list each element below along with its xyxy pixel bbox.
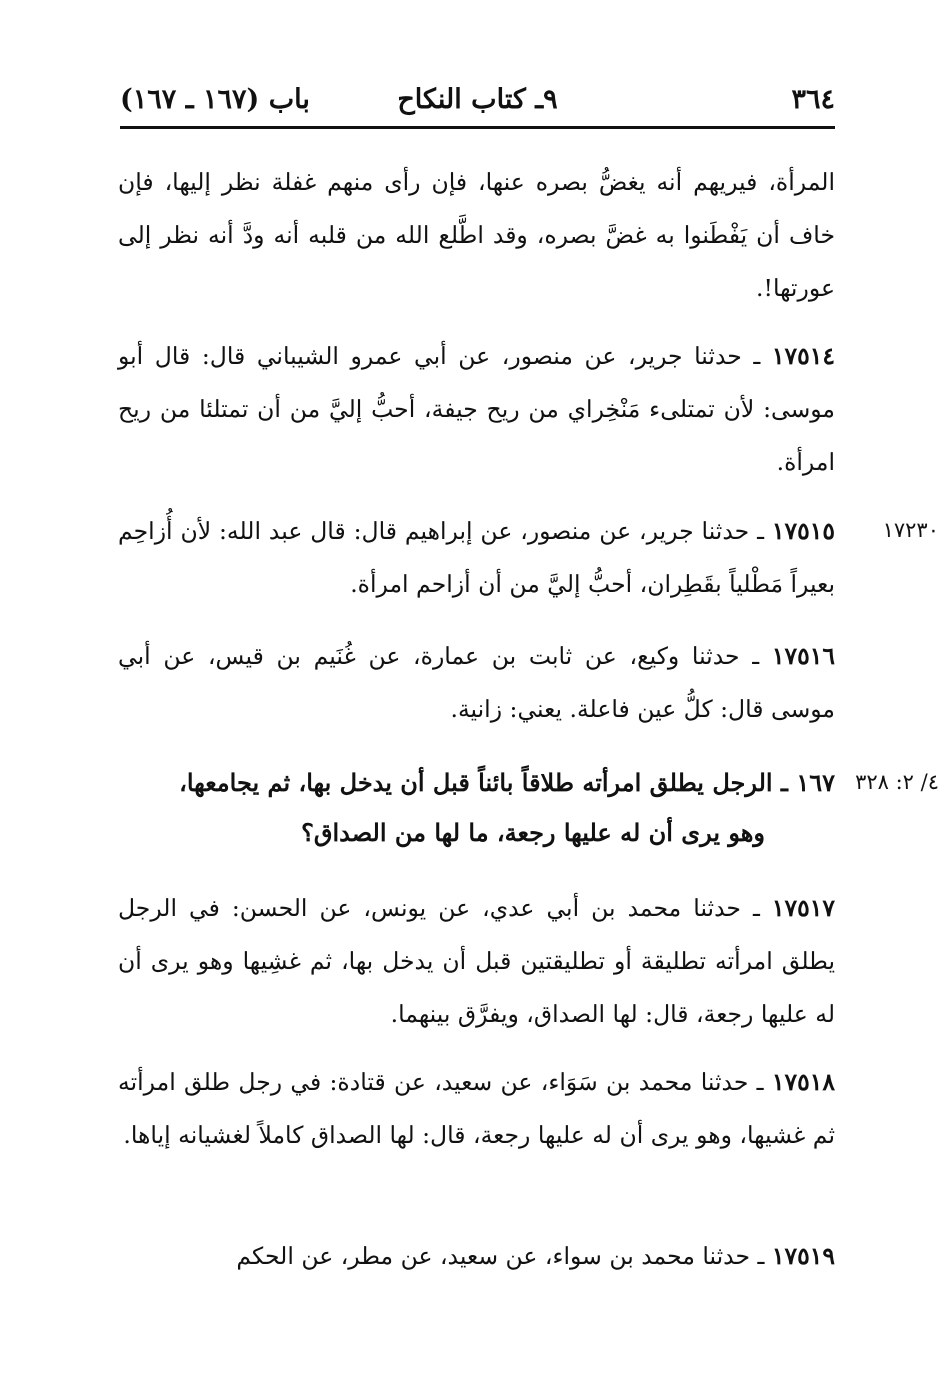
chapter-heading bbox=[118, 758, 835, 858]
paragraph-text: ـ حدثنا محمد بن أبي عدي، عن يونس، عن الحسن: في الرجل يطلق امرأته تطليقة أو تطليقتين قبل أن يدخل بها، ثم غشِيها وهو يرى أن له عليها رجعة، قال: لها الصداق، ويفرَّق بينهما. bbox=[118, 894, 835, 1028]
margin-note-volume-ref: ٤/ ٢: ٣٢٨ bbox=[855, 770, 939, 794]
paragraph-text: ـ حدثنا جرير، عن منصور، عن أبي عمرو الشيباني قال: قال أبو موسى: لأن تمتلىء مَنْخِراي من ريح جيفة، أحبُّ إليَّ من أن تمتلئا من ريح امرأة. bbox=[118, 342, 835, 476]
hadith-number: ١٧٥١٨ bbox=[771, 1068, 835, 1096]
header-rule bbox=[120, 126, 835, 129]
paragraph-17515 bbox=[118, 505, 835, 611]
page-number: ٣٦٤ bbox=[791, 84, 835, 115]
chapter-number: ١٦٧ bbox=[796, 768, 835, 797]
margin-note-cross-ref: ١٧٢٣٠ bbox=[882, 518, 939, 542]
paragraph-text: ـ حدثنا وكيع، عن ثابت بن عمارة، عن غُنَيم بن قيس، عن أبي موسى قال: كلُّ عين فاعلة. يعني: زانية. bbox=[118, 642, 835, 723]
hadith-number: ١٧٥١٥ bbox=[771, 517, 835, 545]
paragraph-17517 bbox=[118, 882, 835, 1041]
page-header bbox=[120, 80, 835, 122]
chapter-heading-line2: وهو يرى أن له عليها رجعة، ما لها من الصداق؟ bbox=[301, 818, 765, 847]
paragraph-text: ـ حدثنا جرير، عن منصور، عن إبراهيم قال: قال عبد الله: لأن أُزاحِم بعيراً مَطْلياً بقَطِران، أحبُّ إليَّ من أن أزاحم امرأة. bbox=[118, 517, 835, 598]
paragraph-continuation bbox=[118, 156, 835, 315]
paragraph-17518 bbox=[118, 1056, 835, 1162]
paragraph-17516 bbox=[118, 630, 835, 736]
paragraph-text: ـ حدثنا محمد بن سَوَاء، عن سعيد، عن قتادة: في رجل طلق امرأته ثم غشيها، وهو يرى أن له عليها رجعة، قال: لها الصداق كاملاً لغشيانه إياها. bbox=[118, 1068, 835, 1149]
chapter-heading-line1: ـ الرجل يطلق امرأته طلاقاً بائناً قبل أن يدخل بها، ثم يجامعها، bbox=[179, 768, 788, 797]
hadith-number: ١٧٥١٦ bbox=[771, 642, 835, 670]
hadith-number: ١٧٥١٤ bbox=[771, 342, 835, 370]
hadith-number: ١٧٥١٧ bbox=[771, 894, 835, 922]
paragraph-text: المرأة، فيريهم أنه يغضُّ بصره عنها، فإن رأى منهم غفلة نظر إليها، فإن خاف أن يَفْطَنوا به غضَّ بصره، وقد اطَّلع الله من قلبه أنه ودَّ أنه نظر إلى عورتها!. bbox=[118, 168, 835, 302]
paragraph-text: ـ حدثنا محمد بن سواء، عن سعيد، عن مطر، عن الحكم bbox=[236, 1242, 765, 1270]
book-title: ٩ـ كتاب النكاح bbox=[397, 84, 558, 115]
paragraph-17514 bbox=[118, 330, 835, 489]
chapter-range: باب (١٦٧ ـ ١٦٧) bbox=[120, 84, 310, 115]
paragraph-17519 bbox=[118, 1230, 835, 1283]
hadith-number: ١٧٥١٩ bbox=[771, 1242, 835, 1270]
